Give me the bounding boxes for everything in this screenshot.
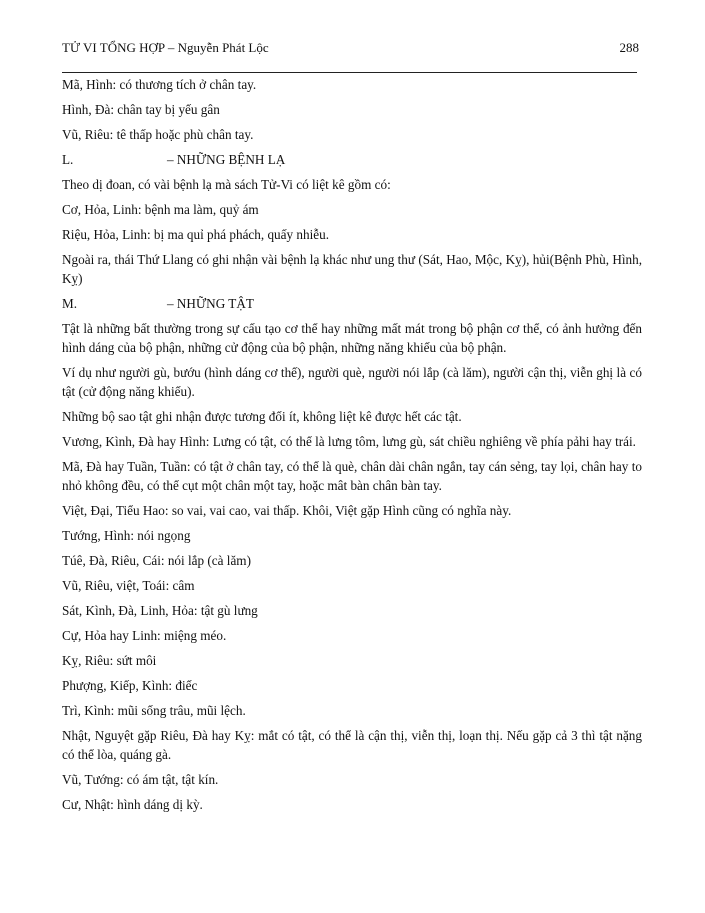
paragraph: Trì, Kình: mũi sống trâu, mũi lệch.: [62, 703, 246, 718]
paragraph: Cư, Nhật: hình dáng dị kỳ.: [62, 797, 203, 812]
paragraph: Vũ, Tướng: có ám tật, tật kín.: [62, 772, 219, 787]
header-rule: [62, 72, 637, 73]
section-heading-m: [62, 294, 642, 313]
paragraph: Vương, Kình, Đà hay Hình: Lưng có tật, có thể là lưng tôm, lưng gù, sát chiều nghiêng về phía pảhi hay trái.: [62, 434, 636, 449]
paragraph: Cự, Hỏa hay Linh: miệng méo.: [62, 628, 227, 643]
page-header: [62, 40, 641, 62]
paragraph: Riệu, Hỏa, Linh: bị ma quỉ phá phách, quấy nhiễu.: [62, 227, 329, 242]
paragraph: Kỵ, Riêu: sứt môi: [62, 653, 157, 668]
paragraph: Sát, Kình, Đà, Linh, Hỏa: tật gù lưng: [62, 603, 258, 618]
paragraph: Túê, Đà, Riêu, Cái: nói lắp (cà lăm): [62, 553, 251, 568]
paragraph: Ví dụ như người gù, bướu (hình dáng cơ thể), người què, người nói lắp (cà lăm), người cận thị, viễn ghị là có tật (cử động năng khiếu).: [62, 365, 642, 399]
page-number: 288: [619, 40, 639, 55]
section-letter: L.: [62, 152, 74, 167]
paragraph: Mã, Hình: có thương tích ở chân tay.: [62, 77, 257, 92]
paragraph: Tật là những bất thường trong sự cấu tạo cơ thể hay những mất mát trong bộ phận cơ thể, có ảnh hưởng đến hình dáng của bộ phận, những cử động của bộ phận, những năng khiếu của bộ phận.: [62, 321, 642, 355]
paragraph: Vũ, Riêu: tê thấp hoặc phù chân tay.: [62, 127, 254, 142]
paragraph: Hình, Đà: chân tay bị yếu gân: [62, 102, 220, 117]
paragraph: Nhật, Nguyệt gặp Riêu, Đà hay Kỵ: mắt có tật, có thể là cận thị, viễn thị, loạn thị. Nếu gặp cả 3 thì tật nặng có thể lòa, quáng gà.: [62, 728, 642, 762]
page-body: [62, 75, 642, 820]
paragraph: Ngoài ra, thái Thứ Llang có ghi nhận vài bệnh lạ khác như ung thư (Sát, Hao, Mộc, Kỵ), hủi(Bệnh Phù, Hình, Kỵ): [62, 252, 642, 286]
paragraph: Những bộ sao tật ghi nhận được tương đối ít, không liệt kê được hết các tật.: [62, 409, 462, 424]
section-title: – NHỮNG TẬT: [167, 296, 254, 311]
paragraph: Mã, Đà hay Tuần, Tuần: có tật ở chân tay, có thể là què, chân dài chân ngắn, tay cán sẻng, tay lọi, chân hay to nhỏ không đều, có thể cụt một chân một tay, hoặc mât bàn chân bàn tay.: [62, 459, 642, 493]
section-heading-l: [62, 150, 642, 169]
section-letter: M.: [62, 296, 78, 311]
running-title: TỬ VI TỔNG HỢP – Nguyễn Phát Lộc: [62, 40, 269, 55]
paragraph: Cơ, Hỏa, Linh: bệnh ma làm, quỷ ám: [62, 202, 259, 217]
paragraph: Tướng, Hình: nói ngọng: [62, 528, 191, 543]
paragraph: Vũ, Riêu, việt, Toái: câm: [62, 578, 195, 593]
paragraph: Phượng, Kiếp, Kình: điếc: [62, 678, 198, 693]
section-title: – NHỮNG BỆNH LẠ: [167, 152, 286, 167]
paragraph: Việt, Đại, Tiểu Hao: so vai, vai cao, vai thấp. Khôi, Việt gặp Hình cũng có nghĩa này.: [62, 503, 512, 518]
paragraph: Theo dị đoan, có vài bệnh lạ mà sách Tử-Vi có liệt kê gồm có:: [62, 177, 391, 192]
